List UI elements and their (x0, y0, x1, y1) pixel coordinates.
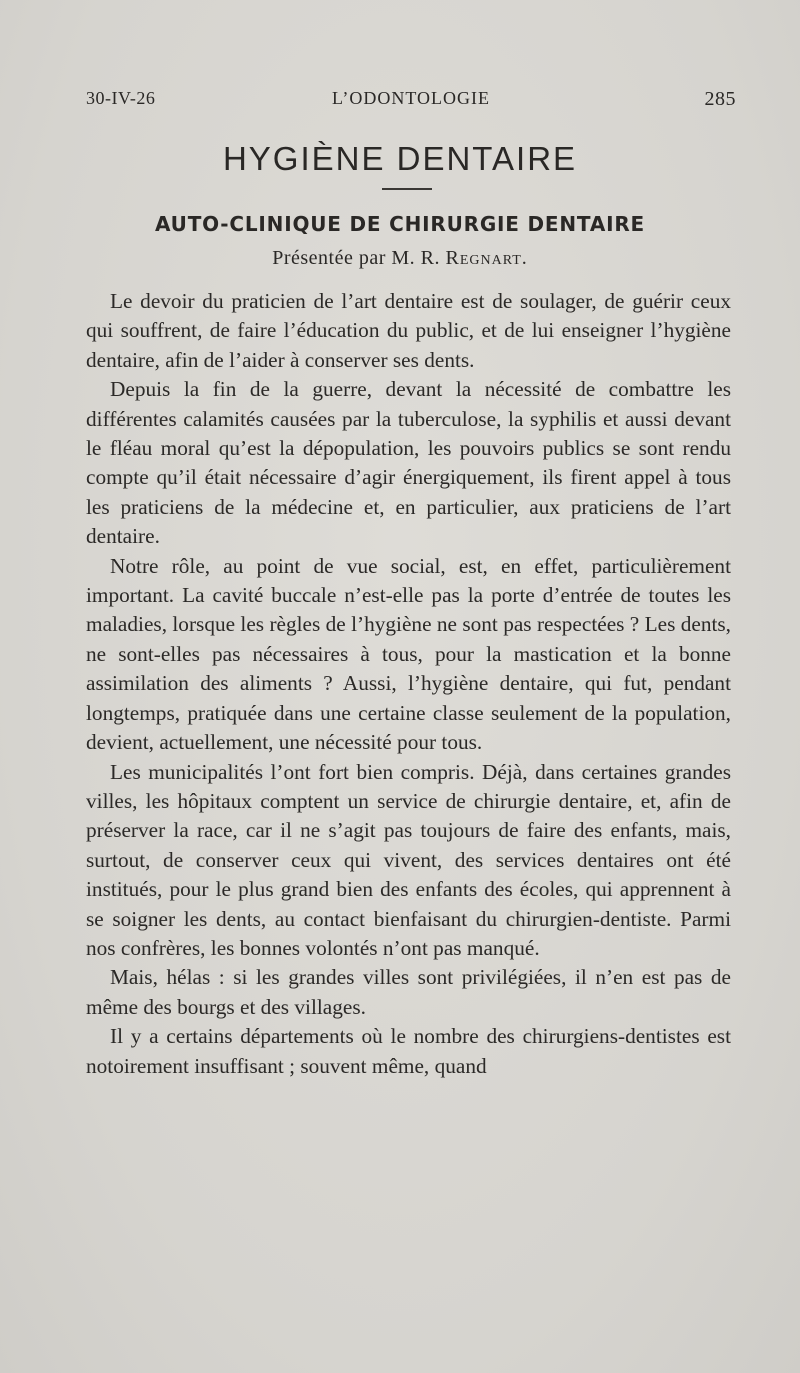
journal-name: L’ODONTOLOGIE (332, 88, 490, 108)
article-body (86, 287, 731, 1081)
running-head (86, 88, 736, 114)
paragraph: Depuis la fin de la guerre, devant la nécessité de combattre les différentes calamités causées par la tuberculose, la syphilis et aussi devant le fléau moral qu’est la dépopulation, les pouvoirs publics se sont rendu compte qu’il était nécessaire d’agir énergiquement, ils firent appel à tous les praticiens de la médecine et, en particulier, aux praticiens de l’art dentaire. (86, 377, 731, 549)
byline (0, 247, 800, 270)
paragraph: Les municipalités l’ont fort bien compris. Déjà, dans certaines grandes villes, les hôpitaux comptent un service de chirurgie dentaire, et, afin de préserver la race, car il ne s’agit pas toujours de faire des enfants, mais, surtout, de conserver ceux qui vivent, des services dentaires ont été institués, pour le plus grand bien des enfants des écoles, qui apprennent à se soigner les dents, au contact bienfaisant du chirurgien-dentiste. Parmi nos confrères, les bonnes volontés n’ont pas manqué. (86, 759, 731, 960)
byline-prefix: Présentée par M. R. (272, 247, 446, 269)
title-rule (382, 188, 432, 190)
section-title: HYGIÈNE DENTAIRE (222, 140, 578, 177)
article-title: AUTO-CLINIQUE DE CHIRURGIE DENTAIRE (154, 212, 645, 236)
paragraph: Notre rôle, au point de vue social, est, en effet, particulièrement important. La cavité buccale n’est-elle pas la porte d’entrée de toutes les maladies, lorsque les règles de l’hygiène ne sont pas respectées ? Les dents, ne sont-elles pas nécessaires à tous, pour la mastication et la bonne assimilation des aliments ? Aussi, l’hygiène dentaire, qui fut, pendant longtemps, pratiquée dans une certaine classe seulement de la population, devient, actuellement, une nécessité pour tous. (86, 553, 731, 755)
issue-date: 30-IV-26 (86, 88, 156, 108)
byline-author: Regnart. (445, 247, 528, 269)
paragraph: Mais, hélas : si les grandes villes sont privilégiées, il n’en est pas de même des bourgs et des villages. (86, 965, 731, 1019)
paragraph: Il y a certains départements où le nombre des chirurgiens-dentistes est notoirement insuffisant ; souvent même, quand (86, 1024, 731, 1078)
paragraph: Le devoir du praticien de l’art dentaire est de soulager, de guérir ceux qui souffrent, de faire l’éducation du public, et de lui enseigner l’hygiène dentaire, afin de l’aider à conserver ses dents. (86, 289, 731, 372)
page-number: 285 (704, 88, 736, 110)
